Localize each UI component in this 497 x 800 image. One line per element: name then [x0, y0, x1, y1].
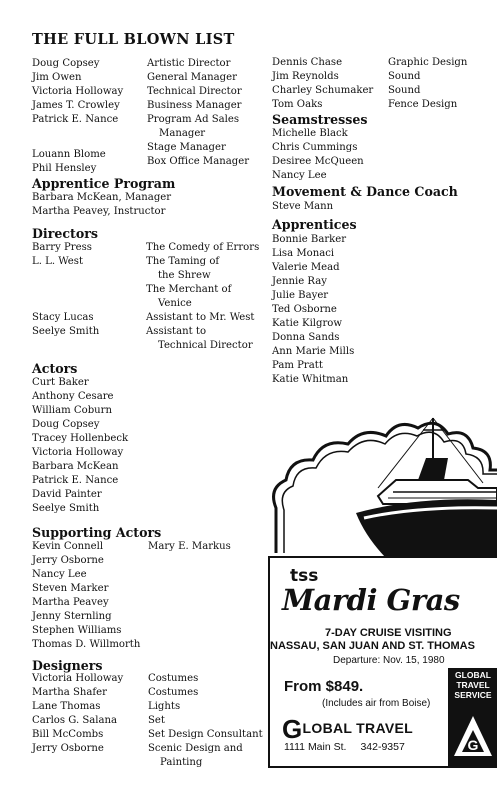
supporting-actor-name: Stephen Williams [32, 625, 122, 636]
list-item: Barbara McKean, Manager [32, 192, 172, 203]
designer-name: Martha Shafer [32, 687, 107, 698]
designer-name: Jerry Osborne [32, 743, 104, 754]
apprentice-name: Bonnie Barker [272, 234, 347, 245]
actor-name: Tracey Hollenbeck [32, 433, 129, 444]
staff-role-cont: Manager [159, 128, 206, 139]
supporting-actors-heading: Supporting Actors [32, 525, 162, 540]
supporting-actors-list [32, 540, 140, 652]
ad-phone: 342-9357 [360, 741, 405, 753]
apprentice-name: Pam Pratt [272, 360, 323, 371]
director-name: Seelye Smith [32, 326, 100, 337]
director-role: Assistant to Mr. West [146, 312, 255, 323]
apprentice-name: Katie Kilgrow [272, 318, 343, 329]
director-role: Assistant to [146, 326, 207, 337]
staff-name: Phil Hensley [32, 163, 97, 174]
director-role-cont: the Shrew [158, 270, 211, 281]
designer-names [32, 672, 123, 756]
actor-name: Curt Baker [32, 377, 89, 388]
ad-ports-line: NASSAU, SAN JUAN AND ST. THOMAS [270, 640, 475, 652]
supporting-actor-name: Mary E. Markus [148, 541, 231, 552]
apprentices-list [272, 233, 354, 387]
staff-name: Patrick E. Nance [32, 114, 119, 125]
seamstress-name: Chris Cummings [272, 142, 358, 153]
globe-logo-icon [452, 712, 494, 760]
director-name: Stacy Lucas [32, 312, 94, 323]
staff-names [32, 57, 123, 176]
ad-company-rest: LOBAL TRAVEL [302, 720, 413, 736]
designer-role: Fence Design [388, 99, 458, 110]
staff-role: Business Manager [147, 100, 242, 111]
actor-name: Anthony Cesare [32, 391, 114, 402]
actors-heading: Actors [32, 361, 78, 376]
apprentice-name: Ted Osborne [272, 304, 337, 315]
supporting-actor-name: Thomas D. Willmorth [32, 639, 141, 650]
apprentice-name: Jennie Ray [272, 276, 327, 287]
apprentice-program-heading: Apprentice Program [32, 176, 176, 191]
ad-air-note: (Includes air from Boise) [322, 698, 431, 709]
list-item: Martha Peavey, Instructor [32, 206, 166, 217]
designer-role: Costumes [148, 673, 199, 684]
staff-roles [147, 57, 249, 169]
designer-role: Set [148, 715, 165, 726]
ad-departure: Departure: Nov. 15, 1980 [333, 655, 445, 666]
apprentice-name: Julie Bayer [272, 290, 329, 301]
movement-coach-heading: Movement & Dance Coach [272, 184, 458, 199]
designer-role-cont: Painting [160, 757, 203, 768]
actor-name: Barbara McKean [32, 461, 119, 472]
designer-name: Tom Oaks [272, 99, 323, 110]
staff-role: Box Office Manager [147, 156, 250, 167]
director-name: L. L. West [32, 256, 84, 267]
actor-name: Victoria Holloway [32, 447, 124, 458]
designer-name: Victoria Holloway [32, 673, 124, 684]
actor-name: Patrick E. Nance [32, 475, 119, 486]
ad-street: 1111 Main St. [284, 741, 347, 753]
seamstress-name: Desiree McQueen [272, 156, 364, 167]
staff-role: Stage Manager [147, 142, 226, 153]
supporting-actor-name: Kevin Connell [32, 541, 104, 552]
supporting-actor-name: Jenny Sternling [32, 611, 112, 622]
designer-roles [148, 672, 263, 770]
director-name: Barry Press [32, 242, 92, 253]
ad-ship-prefix: tss [290, 566, 319, 586]
page-title: THE FULL BLOWN LIST [32, 31, 235, 48]
actors-list [32, 376, 128, 516]
actor-name: Seelye Smith [32, 503, 100, 514]
ad-badge-text: GLOBAL TRAVEL SERVICE [454, 670, 492, 700]
designer-name: Dennis Chase [272, 57, 343, 68]
apprentice-program-list [32, 191, 171, 219]
designer-role: Lights [148, 701, 181, 712]
staff-name: Jim Owen [32, 72, 82, 83]
actor-name: William Coburn [32, 405, 112, 416]
seamstresses-heading: Seamstresses [272, 112, 368, 127]
apprentice-name: Valerie Mead [272, 262, 340, 273]
supporting-actor-name: Steven Marker [32, 583, 109, 594]
actor-name: Doug Copsey [32, 419, 100, 430]
staff-role: Technical Director [147, 86, 242, 97]
designer-role: Scenic Design and [148, 743, 243, 754]
designer-role: Set Design Consultant [148, 729, 263, 740]
seamstresses-list [272, 127, 364, 183]
ad-company-initial: G [282, 714, 303, 744]
ad-ship-name: Mardi Gras [282, 583, 460, 617]
designer-role: Costumes [148, 687, 199, 698]
apprentice-name: Katie Whitman [272, 374, 349, 385]
staff-role: Program Ad Sales [147, 114, 240, 125]
ad-price: From $849. [284, 678, 364, 695]
designer-cont-names [272, 56, 373, 112]
designer-role: Sound [388, 85, 421, 96]
supporting-actor-name: Martha Peavey [32, 597, 109, 608]
director-role: The Comedy of Errors [146, 242, 260, 253]
designer-name: Bill McCombs [32, 729, 104, 740]
staff-name: James T. Crowley [32, 100, 120, 111]
svg-text:G: G [467, 737, 479, 753]
designer-role: Sound [388, 71, 421, 82]
staff-name: Doug Copsey [32, 58, 100, 69]
supporting-actor-name: Jerry Osborne [32, 555, 104, 566]
designer-cont-roles [388, 56, 467, 112]
apprentice-name: Lisa Monaci [272, 248, 335, 259]
ad-cruise-line: 7-DAY CRUISE VISITING [325, 627, 452, 639]
apprentice-name: Donna Sands [272, 332, 340, 343]
designer-name: Lane Thomas [32, 701, 101, 712]
apprentice-name: Ann Marie Mills [272, 346, 355, 357]
director-names [32, 241, 99, 339]
director-role-cont: Technical Director [158, 340, 253, 351]
designer-role: Graphic Design [388, 57, 468, 68]
directors-heading: Directors [32, 226, 98, 241]
director-role: The Taming of [146, 256, 220, 267]
movement-coach-name: Steve Mann [272, 201, 334, 212]
actor-name: David Painter [32, 489, 102, 500]
supporting-actor-name: Nancy Lee [32, 569, 87, 580]
director-role: The Merchant of [146, 284, 232, 295]
seamstress-name: Nancy Lee [272, 170, 327, 181]
director-role-cont: Venice [158, 298, 192, 309]
seamstress-name: Michelle Black [272, 128, 348, 139]
staff-name: Victoria Holloway [32, 86, 124, 97]
ad-address [284, 741, 405, 753]
designer-name: Carlos G. Salana [32, 715, 118, 726]
director-roles [146, 241, 259, 353]
staff-role: General Manager [147, 72, 237, 83]
designer-name: Jim Reynolds [272, 71, 339, 82]
staff-name: Louann Blome [32, 149, 106, 160]
staff-role: Artistic Director [147, 58, 231, 69]
apprentices-heading: Apprentices [272, 217, 357, 232]
cruise-ship-illustration [268, 388, 497, 560]
designer-name: Charley Schumaker [272, 85, 374, 96]
designers-heading: Designers [32, 658, 103, 673]
